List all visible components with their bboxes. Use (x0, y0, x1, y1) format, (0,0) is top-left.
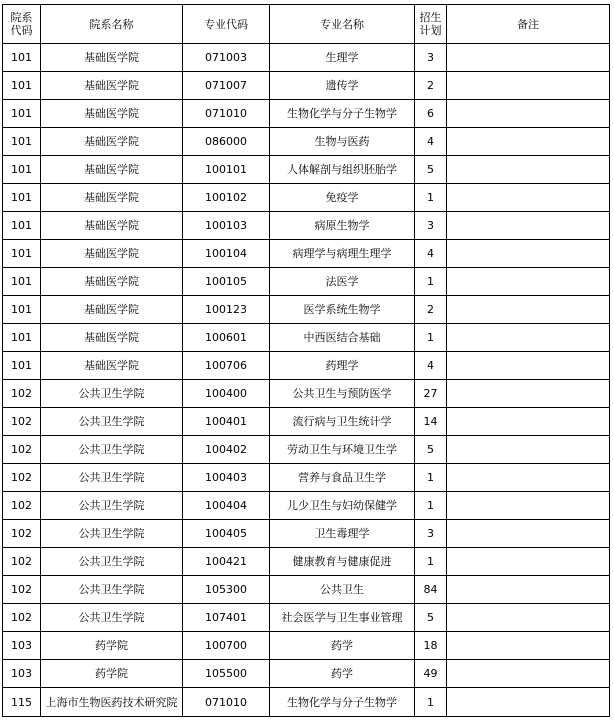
table-row (3, 352, 610, 380)
table-row (3, 688, 610, 717)
cell-dept-name: 基础医学院 (41, 44, 183, 72)
cell-dept-code: 102 (3, 576, 41, 604)
cell-dept-name: 基础医学院 (41, 128, 183, 156)
table-row (3, 492, 610, 520)
table-row (3, 324, 610, 352)
cell-dept-name: 基础医学院 (41, 296, 183, 324)
cell-dept-code: 101 (3, 72, 41, 100)
cell-major-code: 100104 (183, 240, 270, 268)
cell-remarks (447, 324, 610, 352)
cell-major-name: 生物化学与分子生物学 (270, 688, 415, 717)
cell-quota: 14 (415, 408, 447, 436)
cell-dept-code: 101 (3, 128, 41, 156)
table-row (3, 436, 610, 464)
cell-remarks (447, 268, 610, 296)
cell-major-name: 健康教育与健康促进 (270, 548, 415, 576)
cell-major-code: 100101 (183, 156, 270, 184)
cell-quota: 1 (415, 548, 447, 576)
cell-remarks (447, 464, 610, 492)
cell-major-name: 法医学 (270, 268, 415, 296)
cell-major-name: 营养与食品卫生学 (270, 464, 415, 492)
header-dept-name: 院系名称 (41, 5, 183, 44)
cell-dept-code: 101 (3, 44, 41, 72)
table-row (3, 212, 610, 240)
cell-quota: 4 (415, 240, 447, 268)
header-major-name: 专业名称 (270, 5, 415, 44)
cell-dept-code: 102 (3, 604, 41, 632)
cell-quota: 6 (415, 100, 447, 128)
cell-dept-code: 102 (3, 464, 41, 492)
cell-remarks (447, 212, 610, 240)
cell-major-code: 100404 (183, 492, 270, 520)
cell-major-name: 流行病与卫生统计学 (270, 408, 415, 436)
table-row (3, 660, 610, 688)
cell-quota: 3 (415, 44, 447, 72)
cell-dept-name: 基础医学院 (41, 324, 183, 352)
cell-quota: 1 (415, 688, 447, 717)
cell-quota: 4 (415, 128, 447, 156)
cell-major-code: 100401 (183, 408, 270, 436)
header-dept-code (3, 5, 41, 44)
cell-dept-code: 103 (3, 632, 41, 660)
cell-major-code: 071003 (183, 44, 270, 72)
table-row (3, 268, 610, 296)
table-row (3, 576, 610, 604)
cell-dept-name: 基础医学院 (41, 212, 183, 240)
cell-dept-name: 公共卫生学院 (41, 492, 183, 520)
cell-quota: 3 (415, 520, 447, 548)
cell-dept-code: 101 (3, 100, 41, 128)
cell-major-code: 100123 (183, 296, 270, 324)
cell-remarks (447, 100, 610, 128)
header-remarks: 备注 (447, 5, 610, 44)
cell-remarks (447, 296, 610, 324)
cell-remarks (447, 380, 610, 408)
cell-major-code: 100400 (183, 380, 270, 408)
table-row (3, 156, 610, 184)
cell-major-code: 071010 (183, 100, 270, 128)
cell-quota: 5 (415, 156, 447, 184)
cell-major-name: 生物化学与分子生物学 (270, 100, 415, 128)
cell-dept-code: 102 (3, 380, 41, 408)
cell-quota: 84 (415, 576, 447, 604)
cell-dept-code: 115 (3, 688, 41, 717)
cell-dept-name: 公共卫生学院 (41, 604, 183, 632)
table-row (3, 296, 610, 324)
cell-major-name: 生理学 (270, 44, 415, 72)
cell-major-code: 071010 (183, 688, 270, 717)
cell-major-code: 100402 (183, 436, 270, 464)
cell-major-name: 人体解剖与组织胚胎学 (270, 156, 415, 184)
cell-major-name: 卫生毒理学 (270, 520, 415, 548)
cell-remarks (447, 184, 610, 212)
table-row (3, 240, 610, 268)
cell-remarks (447, 352, 610, 380)
cell-remarks (447, 548, 610, 576)
cell-dept-name: 公共卫生学院 (41, 380, 183, 408)
cell-major-code: 100105 (183, 268, 270, 296)
cell-dept-name: 药学院 (41, 632, 183, 660)
cell-major-code: 100601 (183, 324, 270, 352)
cell-remarks (447, 576, 610, 604)
cell-dept-code: 101 (3, 184, 41, 212)
header-quota (415, 5, 447, 44)
cell-dept-name: 基础医学院 (41, 184, 183, 212)
cell-remarks (447, 688, 610, 717)
cell-dept-code: 101 (3, 240, 41, 268)
admissions-plan-table (2, 4, 610, 717)
table-row (3, 548, 610, 576)
cell-major-name: 生物与医药 (270, 128, 415, 156)
table-row (3, 604, 610, 632)
table-row (3, 380, 610, 408)
cell-remarks (447, 408, 610, 436)
cell-dept-name: 公共卫生学院 (41, 436, 183, 464)
cell-major-name: 遗传学 (270, 72, 415, 100)
cell-major-name: 社会医学与卫生事业管理 (270, 604, 415, 632)
cell-major-code: 100102 (183, 184, 270, 212)
header-dept-code-label: 院系代码 (10, 11, 33, 37)
cell-dept-name: 公共卫生学院 (41, 408, 183, 436)
cell-major-code: 086000 (183, 128, 270, 156)
cell-quota: 4 (415, 352, 447, 380)
cell-dept-name: 药学院 (41, 660, 183, 688)
table-row (3, 408, 610, 436)
table-row (3, 128, 610, 156)
cell-dept-code: 102 (3, 492, 41, 520)
cell-dept-name: 基础医学院 (41, 352, 183, 380)
table-row (3, 520, 610, 548)
cell-dept-code: 102 (3, 408, 41, 436)
cell-major-name: 中西医结合基础 (270, 324, 415, 352)
cell-major-code: 105300 (183, 576, 270, 604)
cell-major-code: 071007 (183, 72, 270, 100)
cell-remarks (447, 240, 610, 268)
cell-remarks (447, 520, 610, 548)
cell-dept-name: 公共卫生学院 (41, 520, 183, 548)
cell-remarks (447, 156, 610, 184)
cell-dept-code: 102 (3, 436, 41, 464)
table-header-row (3, 5, 610, 44)
cell-remarks (447, 604, 610, 632)
cell-quota: 5 (415, 436, 447, 464)
cell-dept-code: 103 (3, 660, 41, 688)
cell-quota: 3 (415, 212, 447, 240)
cell-major-name: 病理学与病理生理学 (270, 240, 415, 268)
cell-dept-name: 基础医学院 (41, 72, 183, 100)
cell-dept-name: 公共卫生学院 (41, 576, 183, 604)
cell-dept-code: 101 (3, 352, 41, 380)
cell-quota: 2 (415, 296, 447, 324)
cell-major-name: 公共卫生与预防医学 (270, 380, 415, 408)
cell-quota: 1 (415, 184, 447, 212)
header-major-code: 专业代码 (183, 5, 270, 44)
table-row (3, 72, 610, 100)
cell-quota: 5 (415, 604, 447, 632)
cell-dept-code: 101 (3, 324, 41, 352)
cell-major-code: 100403 (183, 464, 270, 492)
table-row (3, 184, 610, 212)
header-quota-label: 招生计划 (419, 11, 442, 37)
table-row (3, 464, 610, 492)
cell-dept-name: 公共卫生学院 (41, 548, 183, 576)
cell-quota: 18 (415, 632, 447, 660)
cell-major-code: 100405 (183, 520, 270, 548)
cell-dept-name: 上海市生物医药技术研究院 (41, 688, 183, 717)
cell-major-name: 病原生物学 (270, 212, 415, 240)
cell-major-code: 107401 (183, 604, 270, 632)
cell-remarks (447, 660, 610, 688)
cell-dept-code: 101 (3, 268, 41, 296)
cell-remarks (447, 72, 610, 100)
cell-major-name: 劳动卫生与环境卫生学 (270, 436, 415, 464)
cell-major-name: 药学 (270, 632, 415, 660)
table-body (3, 44, 610, 717)
cell-quota: 1 (415, 324, 447, 352)
cell-major-code: 100103 (183, 212, 270, 240)
cell-dept-name: 基础医学院 (41, 240, 183, 268)
table-row (3, 632, 610, 660)
cell-dept-name: 基础医学院 (41, 268, 183, 296)
cell-dept-name: 基础医学院 (41, 100, 183, 128)
cell-dept-name: 公共卫生学院 (41, 464, 183, 492)
cell-dept-code: 101 (3, 296, 41, 324)
cell-major-name: 药理学 (270, 352, 415, 380)
cell-major-name: 医学系统生物学 (270, 296, 415, 324)
cell-dept-code: 102 (3, 548, 41, 576)
cell-dept-name: 基础医学院 (41, 156, 183, 184)
cell-quota: 49 (415, 660, 447, 688)
cell-quota: 2 (415, 72, 447, 100)
cell-remarks (447, 44, 610, 72)
cell-major-name: 儿少卫生与妇幼保健学 (270, 492, 415, 520)
cell-quota: 27 (415, 380, 447, 408)
table-row (3, 44, 610, 72)
cell-major-code: 105500 (183, 660, 270, 688)
cell-quota: 1 (415, 268, 447, 296)
cell-dept-code: 101 (3, 212, 41, 240)
cell-major-name: 公共卫生 (270, 576, 415, 604)
cell-major-code: 100706 (183, 352, 270, 380)
cell-remarks (447, 492, 610, 520)
cell-major-name: 免疫学 (270, 184, 415, 212)
cell-quota: 1 (415, 492, 447, 520)
cell-major-code: 100421 (183, 548, 270, 576)
cell-remarks (447, 128, 610, 156)
cell-major-name: 药学 (270, 660, 415, 688)
table-row (3, 100, 610, 128)
cell-dept-code: 102 (3, 520, 41, 548)
cell-major-code: 100700 (183, 632, 270, 660)
cell-quota: 1 (415, 464, 447, 492)
cell-remarks (447, 436, 610, 464)
cell-remarks (447, 632, 610, 660)
cell-dept-code: 101 (3, 156, 41, 184)
